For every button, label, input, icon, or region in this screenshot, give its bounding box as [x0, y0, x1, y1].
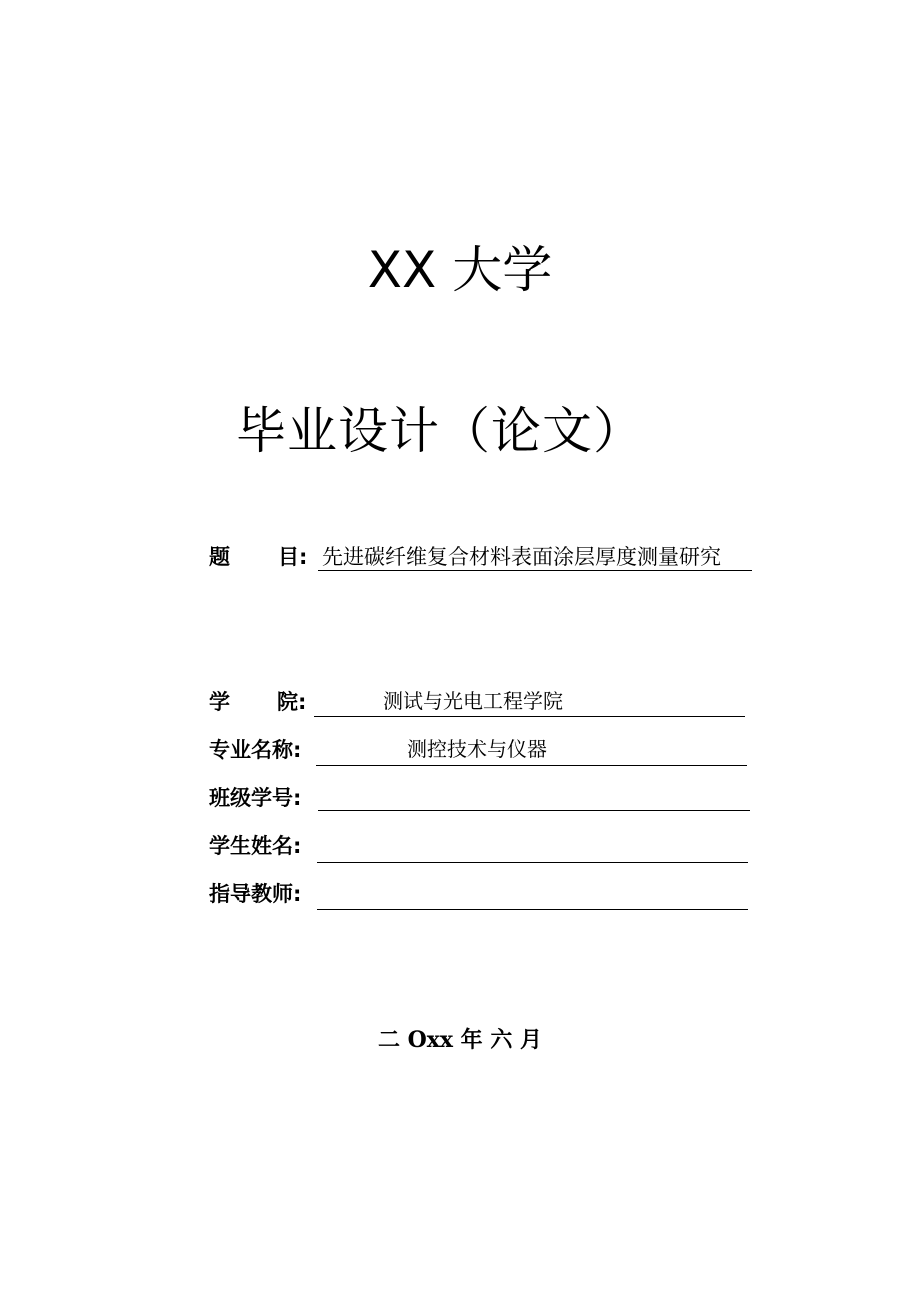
- college-label-part-2: 院:: [277, 690, 307, 714]
- class-id-underline: [318, 810, 750, 811]
- topic-label-part-2: 目:: [278, 545, 308, 569]
- major-underline: [316, 765, 747, 766]
- student-name-label: 学生姓名:: [209, 834, 302, 858]
- university-name: XX 大学: [367, 241, 553, 299]
- advisor-label: 指导教师:: [209, 882, 302, 906]
- college-label: [209, 687, 306, 717]
- college-underline: [314, 716, 745, 717]
- college-label-part-1: 学: [209, 690, 230, 714]
- topic-value: 先进碳纤维复合材料表面涂层厚度测量研究: [322, 545, 721, 569]
- major-label: 专业名称:: [209, 738, 302, 762]
- college-value: 测试与光电工程学院: [383, 689, 563, 713]
- student-name-underline: [317, 862, 748, 863]
- submission-date: 二 Oxx 年 六 月: [377, 1027, 543, 1053]
- thesis-type-title: 毕业设计（论文）: [236, 402, 644, 460]
- topic-label: [209, 542, 307, 572]
- topic-underline: [318, 570, 752, 571]
- topic-label-part-1: 题: [209, 545, 230, 569]
- class-id-label: 班级学号:: [209, 786, 302, 810]
- major-value: 测控技术与仪器: [407, 737, 547, 761]
- advisor-underline: [317, 909, 748, 910]
